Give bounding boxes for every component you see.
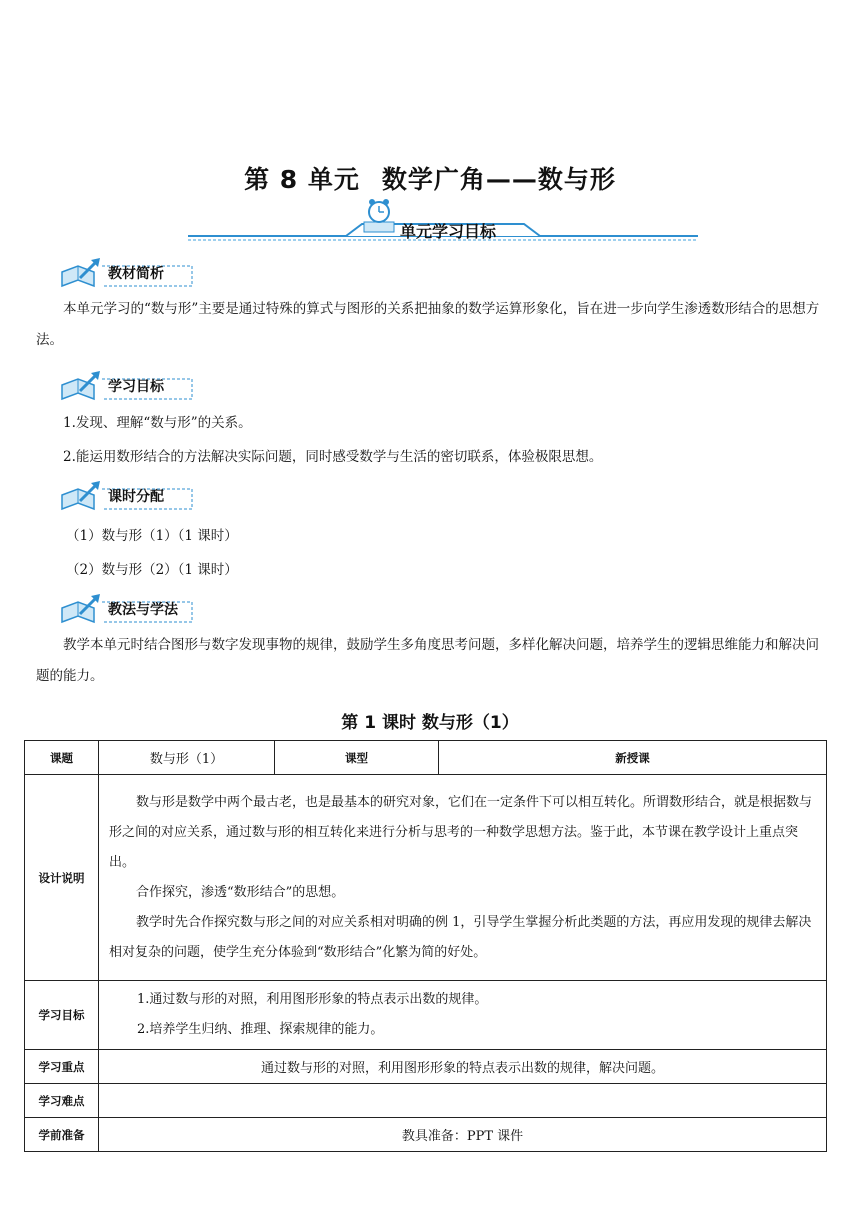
goals-label: 学习目标 (25, 981, 99, 1050)
topic-value: 数与形（1） (99, 741, 275, 775)
key-label: 学习重点 (25, 1050, 99, 1084)
difficulty-label: 学习难点 (25, 1084, 99, 1118)
schedule-item-1: （1）数与形（1）（1 课时） (66, 528, 238, 544)
design-label: 设计说明 (25, 775, 99, 981)
analysis-text: 本单元学习的“数与形”主要是通过特殊的算式与图形的关系把抽象的数学运算形象化，旨在进一步向学生渗透数形结合的思想方法。 (36, 301, 820, 348)
prep-label: 学前准备 (25, 1118, 99, 1152)
section-label: 教法与学法 (108, 602, 178, 618)
unit-name: 数学广角——数与形 (381, 165, 616, 194)
goal-item-2: 2.能运用数形结合的方法解决实际问题，同时感受数学与生活的密切联系，体验极限思想。 (63, 449, 603, 465)
banner-label: 单元学习目标 (400, 222, 497, 241)
difficulty-value (99, 1084, 827, 1118)
goal-item-1: 1.发现、理解“数与形”的关系。 (63, 415, 252, 431)
topic-label: 课题 (25, 741, 99, 775)
lesson-title: 第 1 课时 数与形（1） (341, 713, 519, 733)
section-label: 学习目标 (108, 379, 164, 395)
lesson-plan-table (24, 740, 827, 1152)
design-paragraph: 合作探究，渗透“数形结合”的思想。 (136, 884, 345, 900)
prep-value: 教具准备：PPT 课件 (99, 1118, 827, 1152)
schedule-item-2: （2）数与形（2）（1 课时） (66, 562, 238, 578)
table-row (25, 1084, 827, 1118)
alarm-clock-icon (364, 199, 394, 232)
type-value: 新授课 (439, 741, 827, 775)
unit-number: 第 8 单元 (244, 165, 360, 194)
section-label: 课时分配 (108, 489, 164, 505)
goals-content (99, 981, 827, 1050)
table-row (25, 741, 827, 775)
type-label: 课型 (275, 741, 439, 775)
design-paragraph: 数与形是数学中两个最古老，也是最基本的研究对象，它们在一定条件下可以相互转化。所谓数形结合，就是根据数与形之间的对应关系，通过数与形的相互转化来进行分析与思考的一种数学思想方法。鉴于此，本节课在教学设计上重点突出。 (109, 794, 813, 870)
unit-title (0, 160, 860, 196)
goal-list-item: 2.培养学生归纳、推理、探索规律的能力。 (137, 1022, 384, 1037)
methods-text: 教学本单元时结合图形与数字发现事物的规律，鼓励学生多角度思考问题，多样化解决问题，培养学生的逻辑思维能力和解决问题的能力。 (36, 637, 819, 684)
table-row (25, 981, 827, 1050)
design-content (99, 775, 827, 981)
table-row (25, 1118, 827, 1152)
goal-list-item: 1.通过数与形的对照，利用图形形象的特点表示出数的规律。 (137, 992, 488, 1007)
section-label: 教材简析 (108, 266, 164, 282)
table-row (25, 775, 827, 981)
table-row (25, 1050, 827, 1084)
design-paragraph: 教学时先合作探究数与形之间的对应关系相对明确的例 1，引导学生掌握分析此类题的方法，再应用发现的规律去解决相对复杂的问题，使学生充分体验到“数形结合”化繁为简的好处。 (109, 914, 812, 960)
key-value: 通过数与形的对照，利用图形形象的特点表示出数的规律，解决问题。 (99, 1050, 827, 1084)
